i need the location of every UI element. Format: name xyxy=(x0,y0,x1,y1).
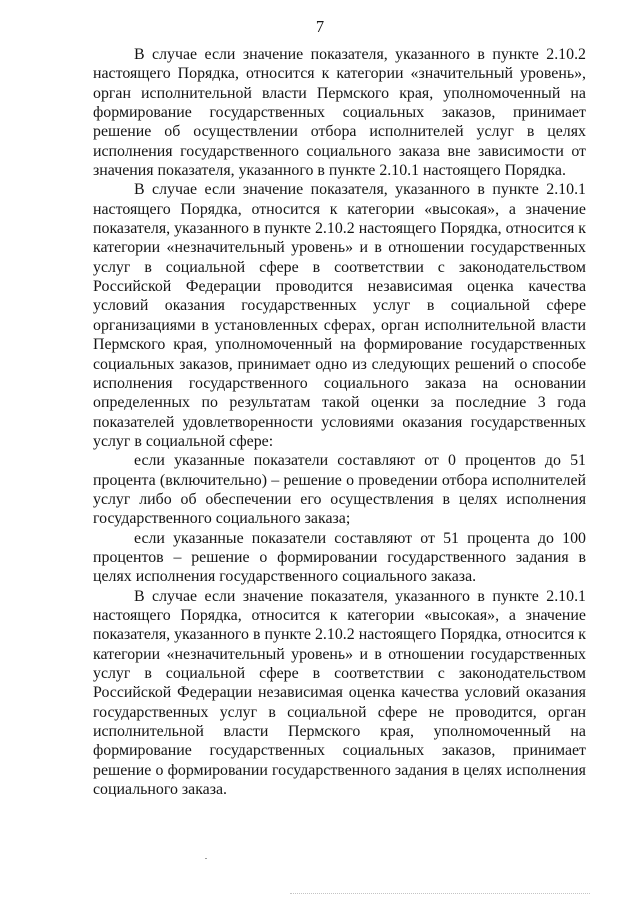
scan-artifact xyxy=(205,858,207,859)
paragraph-significant-level: В случае если значение показателя, указанного в пункте 2.10.2 настоящего Порядка, относится к категории «значительный уровень», орган исполнительной власти Пермского края, уполномоченный на формирование государственных социальных заказов, принимает решение об осуществлении отбора исполнителей услуг в целях исполнения государственного социального заказа вне зависимости от значения показателя, указанного в пункте 2.10.1 настоящего Порядка. xyxy=(93,46,586,180)
paragraph-option-51-100-percent: если указанные показатели составляют от 51 процента до 100 процентов – решение о формировании государственного задания в целях исполнения государственного социального заказа. xyxy=(93,529,586,586)
page-number: 7 xyxy=(315,17,325,36)
paragraph-high-without-assessment: В случае если значение показателя, указанного в пункте 2.10.1 настоящего Порядка, относится к категории «высокая», а значение показателя, указанного в пункте 2.10.2 настоящего Порядка, относится к категории «незначительный уровень» и в отношении государственных услуг в социальной сфере в соответствии с законодательством Российской Федерации независимая оценка качества условий оказания государственных услуг в социальной сфере не проводится, орган исполнительной власти Пермского края, уполномоченный на формирование государственных социальных заказов, принимает решение о формировании государственного задания в целях исполнения социального заказа. xyxy=(93,587,586,799)
bottom-edge-rule xyxy=(290,893,590,894)
document-body xyxy=(93,45,586,799)
paragraph-option-0-51-percent: если указанные показатели составляют от 0 процентов до 51 процента (включительно) – решение о проведении отбора исполнителей услуг либо об обеспечении его осуществления в целях исполнения государственного социального заказа; xyxy=(93,452,586,528)
paragraph-high-with-assessment: В случае если значение показателя, указанного в пункте 2.10.1 настоящего Порядка, относится к категории «высокая», а значение показателя, указанного в пункте 2.10.2 настоящего Порядка, относится к категории «незначительный уровень» и в отношении государственных услуг в социальной сфере в соответствии с законодательством Российской Федерации проводится независимая оценка качества условий оказания государственных услуг в социальной сфере организациями в установленных сферах, орган исполнительной власти Пермского края, уполномоченный на формирование государственных социальных заказов, принимает одно из следующих решений о способе исполнения государственного социального заказа на основании определенных по результатам такой оценки за последние 3 года показателей удовлетворенности условиями оказания государственных услуг в социальной сфере: xyxy=(93,181,586,450)
